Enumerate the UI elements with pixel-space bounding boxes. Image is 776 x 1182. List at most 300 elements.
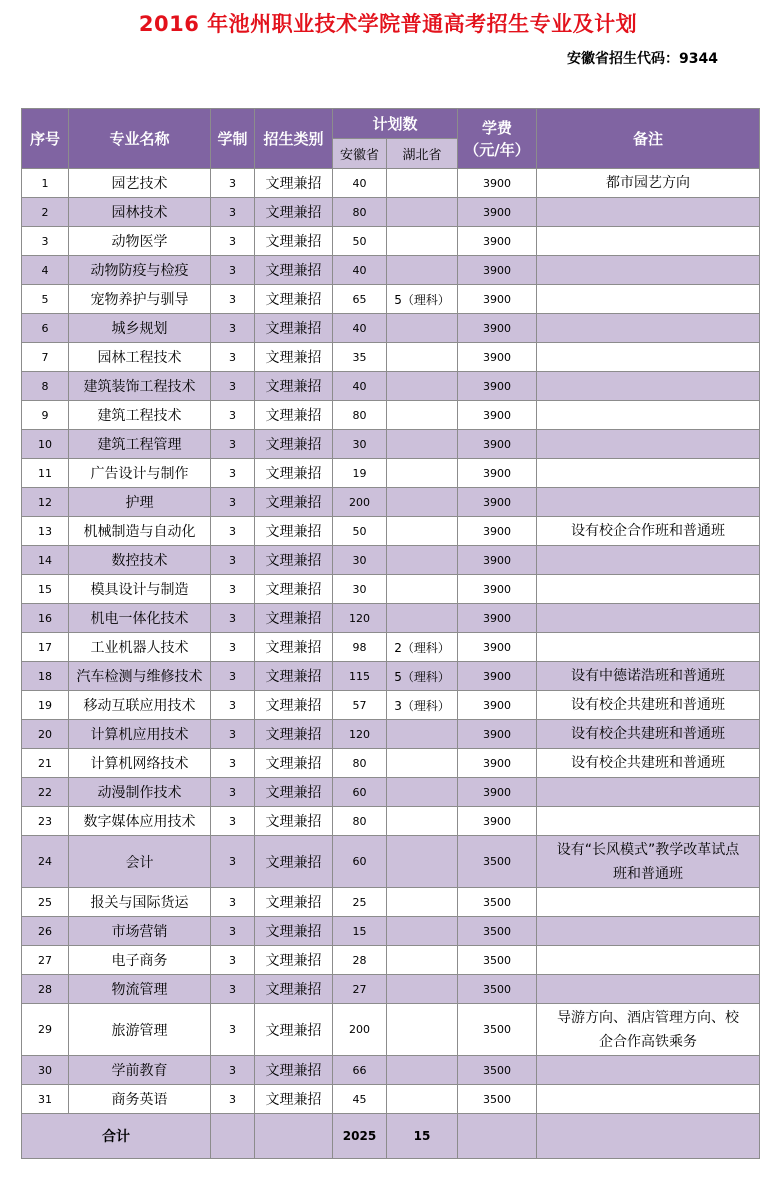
row-years: 3 [211,198,255,227]
row-years: 3 [211,917,255,946]
row-hubei: 2（理科） [387,633,458,662]
row-anhui: 30 [333,546,387,575]
row-note: 设有校企共建班和普通班 [537,720,760,749]
row-note [537,946,760,975]
table-row [22,946,760,975]
row-years: 3 [211,749,255,778]
row-anhui: 80 [333,198,387,227]
row-category: 文理兼招 [255,575,333,604]
row-major: 园林技术 [69,198,211,227]
row-note [537,917,760,946]
row-seq: 21 [22,749,69,778]
row-hubei [387,343,458,372]
row-hubei [387,1085,458,1114]
row-category: 文理兼招 [255,401,333,430]
row-fee: 3900 [458,285,537,314]
row-years: 3 [211,314,255,343]
row-major: 报关与国际货运 [69,888,211,917]
row-seq: 22 [22,778,69,807]
header-note: 备注 [537,109,760,169]
row-anhui: 57 [333,691,387,720]
row-category: 文理兼招 [255,285,333,314]
row-fee: 3900 [458,807,537,836]
row-fee: 3500 [458,836,537,888]
header-major: 专业名称 [69,109,211,169]
row-hubei [387,946,458,975]
row-seq: 19 [22,691,69,720]
row-category: 文理兼招 [255,343,333,372]
row-category: 文理兼招 [255,604,333,633]
row-category: 文理兼招 [255,807,333,836]
table-row [22,691,760,720]
table-row [22,575,760,604]
row-anhui: 40 [333,314,387,343]
row-category: 文理兼招 [255,198,333,227]
row-years: 3 [211,720,255,749]
row-hubei [387,604,458,633]
row-anhui: 30 [333,430,387,459]
row-seq: 17 [22,633,69,662]
row-anhui: 60 [333,778,387,807]
row-seq: 1 [22,169,69,198]
row-note [537,975,760,1004]
table-row [22,662,760,691]
row-seq: 13 [22,517,69,546]
row-major: 园林工程技术 [69,343,211,372]
row-anhui: 200 [333,1004,387,1056]
table-row [22,633,760,662]
header-fee-line1: 学费 [482,118,513,137]
row-hubei [387,198,458,227]
row-hubei [387,888,458,917]
row-hubei: 3（理科） [387,691,458,720]
row-note [537,314,760,343]
header-fee [458,109,537,169]
row-seq: 4 [22,256,69,285]
table-row [22,888,760,917]
row-hubei: 5（理科） [387,285,458,314]
row-seq: 29 [22,1004,69,1056]
row-hubei [387,256,458,285]
row-category: 文理兼招 [255,836,333,888]
row-major: 汽车检测与维修技术 [69,662,211,691]
table-row [22,1056,760,1085]
row-seq: 30 [22,1056,69,1085]
row-fee: 3900 [458,517,537,546]
row-fee: 3900 [458,372,537,401]
table-row [22,256,760,285]
row-years: 3 [211,546,255,575]
row-note [537,372,760,401]
row-note [537,227,760,256]
row-major: 园艺技术 [69,169,211,198]
row-major: 城乡规划 [69,314,211,343]
header-years: 学制 [211,109,255,169]
row-seq: 25 [22,888,69,917]
row-anhui: 40 [333,169,387,198]
row-hubei [387,401,458,430]
table-row [22,227,760,256]
row-fee: 3900 [458,633,537,662]
row-note [537,1056,760,1085]
row-category: 文理兼招 [255,459,333,488]
row-years: 3 [211,691,255,720]
row-years: 3 [211,372,255,401]
row-category: 文理兼招 [255,488,333,517]
header-seq: 序号 [22,109,69,169]
row-major: 护理 [69,488,211,517]
row-seq: 5 [22,285,69,314]
row-category: 文理兼招 [255,946,333,975]
row-hubei [387,917,458,946]
row-hubei [387,720,458,749]
row-major: 建筑装饰工程技术 [69,372,211,401]
row-fee: 3900 [458,198,537,227]
table-row [22,778,760,807]
row-years: 3 [211,343,255,372]
table-row [22,488,760,517]
row-years: 3 [211,888,255,917]
row-note [537,459,760,488]
header-plan: 计划数 [333,109,458,139]
row-fee: 3500 [458,1056,537,1085]
row-years: 3 [211,662,255,691]
row-seq: 9 [22,401,69,430]
row-fee: 3900 [458,488,537,517]
row-years: 3 [211,807,255,836]
row-seq: 26 [22,917,69,946]
table-row [22,749,760,778]
row-note [537,604,760,633]
row-fee: 3900 [458,662,537,691]
row-seq: 11 [22,459,69,488]
row-years: 3 [211,459,255,488]
row-note [537,343,760,372]
row-hubei [387,372,458,401]
table-row [22,372,760,401]
row-fee: 3900 [458,256,537,285]
header-anhui: 安徽省 [333,139,387,169]
row-hubei [387,517,458,546]
total-label: 合计 [22,1114,211,1159]
row-major: 机电一体化技术 [69,604,211,633]
row-note [537,430,760,459]
table-row [22,285,760,314]
total-empty-category [255,1114,333,1159]
row-years: 3 [211,575,255,604]
row-anhui: 25 [333,888,387,917]
table-row [22,343,760,372]
row-fee: 3900 [458,227,537,256]
total-anhui: 2025 [333,1114,387,1159]
row-category: 文理兼招 [255,227,333,256]
row-anhui: 19 [333,459,387,488]
row-category: 文理兼招 [255,256,333,285]
row-note: 导游方向、酒店管理方向、校企合作高铁乘务 [537,1004,760,1056]
row-major: 宠物养护与驯导 [69,285,211,314]
row-note [537,888,760,917]
row-note [537,546,760,575]
row-major: 建筑工程技术 [69,401,211,430]
row-fee: 3900 [458,401,537,430]
row-major: 建筑工程管理 [69,430,211,459]
row-anhui: 50 [333,227,387,256]
row-major: 数控技术 [69,546,211,575]
row-seq: 12 [22,488,69,517]
row-anhui: 80 [333,749,387,778]
row-seq: 10 [22,430,69,459]
row-seq: 7 [22,343,69,372]
row-hubei [387,975,458,1004]
row-note [537,633,760,662]
row-seq: 24 [22,836,69,888]
row-hubei [387,488,458,517]
table-row [22,975,760,1004]
row-note [537,285,760,314]
row-anhui: 120 [333,720,387,749]
row-hubei [387,430,458,459]
row-note [537,256,760,285]
enrollment-plan-table [21,108,760,1159]
row-major: 动物医学 [69,227,211,256]
row-seq: 27 [22,946,69,975]
row-category: 文理兼招 [255,720,333,749]
total-empty-fee [458,1114,537,1159]
row-note [537,807,760,836]
table-row [22,917,760,946]
row-hubei [387,749,458,778]
row-major: 学前教育 [69,1056,211,1085]
table-row [22,169,760,198]
row-category: 文理兼招 [255,975,333,1004]
row-seq: 28 [22,975,69,1004]
row-note [537,778,760,807]
row-category: 文理兼招 [255,917,333,946]
row-anhui: 45 [333,1085,387,1114]
row-anhui: 30 [333,575,387,604]
row-hubei [387,459,458,488]
row-note: 设有校企共建班和普通班 [537,691,760,720]
row-anhui: 200 [333,488,387,517]
row-anhui: 120 [333,604,387,633]
row-note: 设有中德诺浩班和普通班 [537,662,760,691]
table-body [22,169,760,1114]
row-seq: 3 [22,227,69,256]
row-seq: 6 [22,314,69,343]
row-note [537,488,760,517]
row-major: 数字媒体应用技术 [69,807,211,836]
row-fee: 3900 [458,575,537,604]
row-seq: 16 [22,604,69,633]
row-major: 移动互联应用技术 [69,691,211,720]
row-note: 设有“长风模式”教学改革试点班和普通班 [537,836,760,888]
table-row [22,430,760,459]
row-hubei [387,546,458,575]
row-years: 3 [211,285,255,314]
row-anhui: 65 [333,285,387,314]
table-row [22,720,760,749]
row-major: 电子商务 [69,946,211,975]
row-note [537,575,760,604]
row-hubei [387,1004,458,1056]
table-row [22,459,760,488]
row-fee: 3500 [458,888,537,917]
row-fee: 3500 [458,1004,537,1056]
row-fee: 3900 [458,169,537,198]
row-fee: 3900 [458,546,537,575]
row-anhui: 115 [333,662,387,691]
row-years: 3 [211,169,255,198]
row-seq: 2 [22,198,69,227]
row-category: 文理兼招 [255,633,333,662]
row-seq: 23 [22,807,69,836]
row-anhui: 27 [333,975,387,1004]
row-category: 文理兼招 [255,169,333,198]
row-seq: 15 [22,575,69,604]
row-category: 文理兼招 [255,662,333,691]
row-note: 都市园艺方向 [537,169,760,198]
header-fee-line2: （元/年） [464,140,530,159]
row-years: 3 [211,946,255,975]
row-major: 广告设计与制作 [69,459,211,488]
row-anhui: 28 [333,946,387,975]
row-seq: 8 [22,372,69,401]
row-note [537,401,760,430]
row-fee: 3900 [458,459,537,488]
row-fee: 3900 [458,720,537,749]
header-category: 招生类别 [255,109,333,169]
row-fee: 3900 [458,749,537,778]
row-anhui: 80 [333,401,387,430]
row-fee: 3500 [458,1085,537,1114]
row-fee: 3500 [458,946,537,975]
row-anhui: 80 [333,807,387,836]
row-anhui: 66 [333,1056,387,1085]
row-fee: 3500 [458,917,537,946]
total-empty-years [211,1114,255,1159]
row-note [537,198,760,227]
row-years: 3 [211,430,255,459]
row-major: 旅游管理 [69,1004,211,1056]
row-anhui: 40 [333,372,387,401]
row-category: 文理兼招 [255,314,333,343]
row-years: 3 [211,1085,255,1114]
row-note [537,1085,760,1114]
row-major: 计算机网络技术 [69,749,211,778]
row-seq: 14 [22,546,69,575]
row-seq: 31 [22,1085,69,1114]
row-fee: 3900 [458,343,537,372]
row-hubei [387,314,458,343]
admission-code: 安徽省招生代码：9344 [567,51,718,67]
row-category: 文理兼招 [255,778,333,807]
page-title: 2016 年池州职业技术学院普通高考招生专业及计划 [138,12,638,36]
row-note: 设有校企合作班和普通班 [537,517,760,546]
row-category: 文理兼招 [255,888,333,917]
row-hubei [387,807,458,836]
row-years: 3 [211,256,255,285]
row-category: 文理兼招 [255,372,333,401]
table-row [22,198,760,227]
row-fee: 3900 [458,691,537,720]
row-anhui: 15 [333,917,387,946]
row-years: 3 [211,975,255,1004]
row-major: 动物防疫与检疫 [69,256,211,285]
row-major: 物流管理 [69,975,211,1004]
row-years: 3 [211,227,255,256]
row-anhui: 40 [333,256,387,285]
row-category: 文理兼招 [255,749,333,778]
row-fee: 3500 [458,975,537,1004]
row-years: 3 [211,633,255,662]
row-years: 3 [211,1004,255,1056]
row-hubei [387,227,458,256]
row-category: 文理兼招 [255,1004,333,1056]
row-category: 文理兼招 [255,691,333,720]
row-fee: 3900 [458,778,537,807]
row-hubei [387,836,458,888]
row-hubei [387,778,458,807]
row-note: 设有校企共建班和普通班 [537,749,760,778]
table-row [22,546,760,575]
row-years: 3 [211,836,255,888]
row-major: 商务英语 [69,1085,211,1114]
row-major: 市场营销 [69,917,211,946]
row-category: 文理兼招 [255,1056,333,1085]
row-hubei [387,575,458,604]
row-years: 3 [211,517,255,546]
row-category: 文理兼招 [255,546,333,575]
row-major: 机械制造与自动化 [69,517,211,546]
table-row [22,807,760,836]
row-anhui: 60 [333,836,387,888]
row-years: 3 [211,488,255,517]
row-anhui: 98 [333,633,387,662]
row-fee: 3900 [458,314,537,343]
table-row [22,1004,760,1056]
row-major: 计算机应用技术 [69,720,211,749]
table-row [22,401,760,430]
row-years: 3 [211,778,255,807]
table-row [22,604,760,633]
header-hubei: 湖北省 [387,139,458,169]
table-row [22,314,760,343]
total-hubei: 15 [387,1114,458,1159]
row-hubei [387,1056,458,1085]
row-seq: 18 [22,662,69,691]
row-fee: 3900 [458,430,537,459]
row-fee: 3900 [458,604,537,633]
table-row [22,517,760,546]
row-hubei [387,169,458,198]
table-row [22,836,760,888]
row-major: 模具设计与制造 [69,575,211,604]
row-years: 3 [211,401,255,430]
row-anhui: 35 [333,343,387,372]
row-years: 3 [211,604,255,633]
table-row [22,1085,760,1114]
row-major: 会计 [69,836,211,888]
row-seq: 20 [22,720,69,749]
row-years: 3 [211,1056,255,1085]
row-category: 文理兼招 [255,430,333,459]
row-category: 文理兼招 [255,1085,333,1114]
row-major: 动漫制作技术 [69,778,211,807]
row-anhui: 50 [333,517,387,546]
row-category: 文理兼招 [255,517,333,546]
row-hubei: 5（理科） [387,662,458,691]
row-major: 工业机器人技术 [69,633,211,662]
